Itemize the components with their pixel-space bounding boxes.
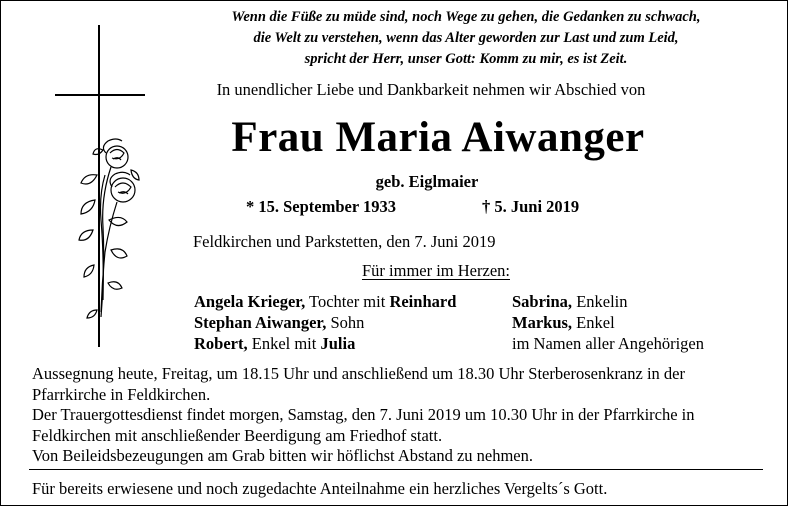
poem-line: die Welt zu verstehen, wenn das Alter geworden zur Last und zum Leid, xyxy=(253,30,679,46)
service-line: Aussegnung heute, Freitag, um 18.15 Uhr und anschließend um 18.30 Uhr Sterberosenkranz in der xyxy=(32,364,685,383)
death-date: † 5. Juni 2019 xyxy=(482,197,580,216)
divider xyxy=(29,469,763,470)
relatives-left xyxy=(194,291,456,354)
poem xyxy=(151,7,781,70)
service-line: Der Trauergottesdienst findet morgen, Samstag, den 7. Juni 2019 um 10.30 Uhr in der Pfarrkirche in xyxy=(32,405,695,424)
place-date: Feldkirchen und Parkstetten, den 7. Juni 2019 xyxy=(193,232,496,251)
relative-entry xyxy=(512,291,704,312)
relative-entry xyxy=(512,312,704,333)
relative-entry xyxy=(194,291,456,312)
service-line: Von Beileidsbezeugungen am Grab bitten wir höflichst Abstand zu nehmen. xyxy=(32,446,534,465)
birth-name: geb. Eiglmaier xyxy=(375,172,479,191)
relative-relation: Enkelin xyxy=(572,292,628,311)
relative-name: Stephan Aiwanger, xyxy=(194,313,327,332)
birth-date: * 15. September 1933 xyxy=(246,197,397,216)
relative-relation: Tochter mit xyxy=(305,292,390,311)
relative-relation: Enkel xyxy=(572,313,615,332)
relative-partner: Julia xyxy=(320,334,356,353)
relative-name: Robert, xyxy=(194,334,248,353)
relative-entry xyxy=(194,312,456,333)
deceased-name: Frau Maria Aiwanger xyxy=(231,114,645,161)
relative-partner: Reinhard xyxy=(389,292,457,311)
intro-text: In unendlicher Liebe und Dankbarkeit nehmen wir Abschied von xyxy=(216,80,646,99)
relatives-right xyxy=(512,291,704,354)
forever-heading-text: Für immer im Herzen: xyxy=(361,261,510,280)
service-line: Pfarrkirche in Feldkirchen. xyxy=(32,384,211,404)
service-details xyxy=(32,364,695,467)
forever-heading xyxy=(1,261,788,281)
relative-relation: im Namen aller Angehörigen xyxy=(512,334,704,353)
relative-relation: Enkel mit xyxy=(247,334,321,353)
poem-line: spricht der Herr, unser Gott: Komm zu mir, es ist Zeit. xyxy=(304,51,628,67)
relative-entry xyxy=(194,333,456,354)
service-line: Feldkirchen mit anschließender Beerdigung am Friedhof statt. xyxy=(32,425,443,445)
thanks-text: Für bereits erwiesene und noch zugedachte Anteilnahme ein herzliches Vergelts´s Gott. xyxy=(32,479,608,498)
relative-name: Markus, xyxy=(512,313,573,332)
relative-name: Angela Krieger, xyxy=(194,292,306,311)
relative-entry xyxy=(512,333,704,354)
relative-name: Sabrina, xyxy=(512,292,573,311)
poem-line: Wenn die Füße zu müde sind, noch Wege zu gehen, die Gedanken zu schwach, xyxy=(231,9,701,25)
relative-relation: Sohn xyxy=(326,313,365,332)
